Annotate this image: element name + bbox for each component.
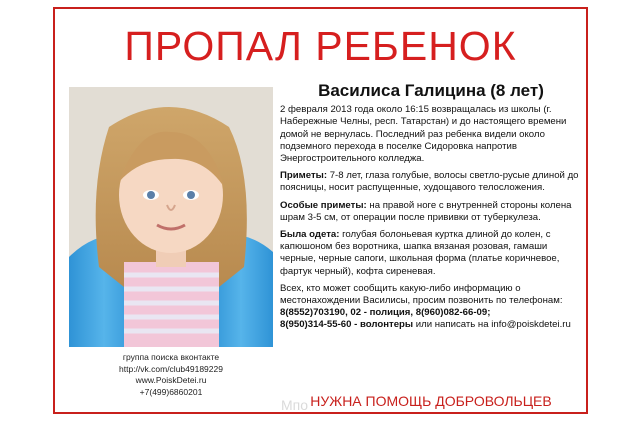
- contact-block: [280, 283, 582, 332]
- website-link[interactable]: www.PoiskDetei.ru: [135, 375, 207, 385]
- appeal-text: Всех, кто может сообщить какую-либо информацию о местонахождении Василисы, просим позвонить по телефонам:: [280, 282, 563, 307]
- watermark: Мпо: [281, 397, 309, 413]
- clothes-paragraph: [280, 229, 582, 278]
- vk-group-label: группа поиска вконтакте: [122, 352, 220, 362]
- signs-text: 7-8 лет, глаза голубые, волосы светло-русые длиной до поясницы, носит распущенные, худощавого телосложения.: [280, 170, 579, 194]
- hotline-phone: +7(499)6860201: [139, 386, 203, 397]
- special-signs-text: на правой ноге с внутренней стороны колена шрам 3-5 см, от операции после прививки от туберкулеза.: [280, 199, 572, 223]
- child-name: Василиса Галицина (8 лет): [318, 81, 544, 100]
- signs-paragraph: [280, 170, 582, 194]
- missing-child-poster: [53, 7, 588, 414]
- poster-headline: ПРОПАЛ РЕБЕНОК: [124, 23, 517, 69]
- volunteer-call: НУЖНА ПОМОЩЬ ДОБРОВОЛЬЦЕВ: [310, 393, 552, 409]
- search-group-contacts: [69, 352, 273, 398]
- email-text: или написать на info@poiskdetei.ru: [413, 319, 571, 331]
- vk-group-link[interactable]: http://vk.com/club49189229: [119, 363, 223, 374]
- signs-label: Приметы:: [280, 170, 328, 182]
- poster-details: [280, 81, 582, 332]
- phone-line-2-row: [280, 319, 582, 331]
- phone-line-2: 8(950)314-55-60 - волонтеры: [280, 319, 414, 331]
- special-signs-label: Особые приметы:: [280, 199, 367, 211]
- disappearance-description: 2 февраля 2013 года около 16:15 возвращалась из школы (г. Набережные Челны, респ. Татарстан) и до настоящего времени домой не вернулась. Последний раз ребенка видели около подземного перехода в поселке Сидоровка напротив Энергостроительного колледжа.: [280, 104, 567, 165]
- phone-line-1: 8(8552)703190, 02 - полиция, 8(960)082-66-09;: [280, 307, 491, 319]
- clothes-text: голубая болоньевая куртка длиной до колен, с капюшоном без воротника, шапка вязаная розовая, гамаши черные, черные сапоги, школьная форма (платье коричневое, фартук черный), кофта сиреневая.: [280, 229, 560, 277]
- clothes-label: Была одета:: [280, 229, 340, 241]
- child-photo: [69, 87, 273, 347]
- special-signs-paragraph: [280, 200, 582, 224]
